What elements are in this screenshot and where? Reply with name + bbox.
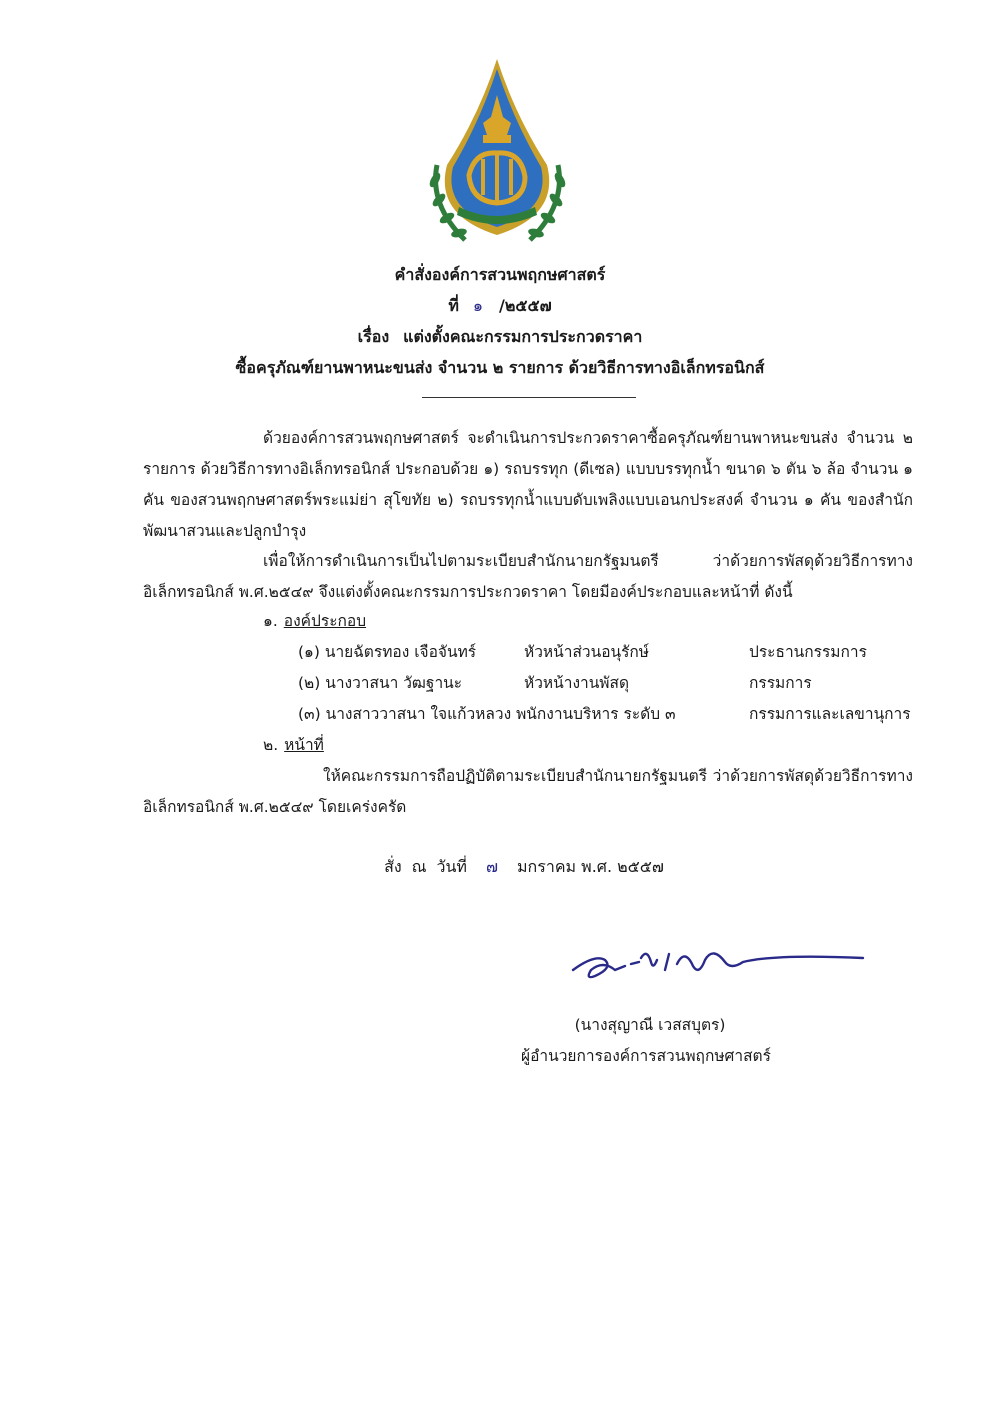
- section-duty: [263, 732, 324, 757]
- duty-text: ให้คณะกรรมการถือปฏิบัติตามระเบียบสำนักนายกรัฐมนตรี ว่าด้วยการพัสดุด้วยวิธีการทางอิเล็กทรอนิกส์ พ.ศ.๒๕๔๙ โดยเคร่งครัด: [143, 767, 913, 816]
- subject-line: [0, 325, 1000, 350]
- header-divider: [422, 397, 636, 398]
- member-2-role: กรรมการ: [749, 674, 812, 692]
- date-day: ๗: [485, 857, 498, 876]
- date-month-year: มกราคม พ.ศ. ๒๕๕๗: [517, 857, 664, 876]
- order-date: [0, 855, 1000, 880]
- section-1-title: องค์ประกอบ: [283, 612, 367, 630]
- date-day-label: วันที่: [436, 857, 467, 876]
- handwritten-signature-icon: [565, 940, 865, 990]
- paragraph-2: [143, 546, 913, 608]
- number-year: /๒๕๕๗: [499, 296, 552, 315]
- paragraph-1: [143, 423, 913, 547]
- paragraph-1-text: ด้วยองค์การสวนพฤกษศาสตร์ จะดำเนินการประกวดราคาซื้อครุภัณฑ์ยานพาหนะขนส่ง จำนวน ๒ รายการ ด้วยวิธีการทางอิเล็กทรอนิกส์ ประกอบด้วย ๑) รถบรรทุก (ดีเซล) แบบบรรทุกน้ำ ขนาด ๖ ตัน ๖ ล้อ จำนวน ๑ คัน ของสวนพฤกษศาสตร์พระแม่ย่า สุโขทัย ๒) รถบรรทุกน้ำแบบดับเพลิงแบบเอนกประสงค์ จำนวน ๑ คัน ของสำนักพัฒนาสวนและปลูกบำรุง: [143, 429, 913, 540]
- section-2-title: หน้าที่: [284, 736, 324, 754]
- date-prefix: สั่ง: [384, 857, 402, 876]
- section-composition: [263, 608, 366, 633]
- member-1-name: (๑) นายฉัตรทอง เจือจันทร์: [298, 643, 477, 661]
- member-1-role: ประธานกรรมการ: [749, 643, 867, 661]
- order-number: [0, 294, 1000, 319]
- number-label: ที่: [448, 296, 459, 315]
- order-title: คำสั่งองค์การสวนพฤกษศาสตร์: [394, 265, 606, 284]
- section-1-number: ๑.: [263, 612, 278, 630]
- member-2-name: (๒) นางวาสนา วัฒฐานะ: [298, 674, 463, 692]
- botanical-garden-emblem-icon: [425, 55, 570, 255]
- section-2-number: ๒.: [263, 736, 279, 754]
- date-at: ณ: [411, 857, 427, 876]
- member-2-position: หัวหน้างานพัสดุ: [524, 674, 630, 692]
- signature: [565, 940, 865, 990]
- member-3-role: กรรมการและเลขานุการ: [749, 705, 911, 723]
- number-value: ๑: [472, 296, 484, 315]
- signer-title: ผู้อำนวยการองค์การสวนพฤกษศาสตร์: [521, 1047, 771, 1065]
- signer-name: (นางสุญาณี เวสสบุตร): [574, 1016, 726, 1034]
- subject-text: แต่งตั้งคณะกรรมการประกวดราคา: [403, 327, 643, 346]
- member-3-name: (๓) นางสาววาสนา ใจแก้วหลวง พนักงานบริหาร ระดับ ๓: [298, 705, 676, 723]
- subject-line-2: ซื้อครุภัณฑ์ยานพาหนะขนส่ง จำนวน ๒ รายการ ด้วยวิธีการทางอิเล็กทรอนิกส์: [235, 358, 765, 377]
- member-1-position: หัวหน้าส่วนอนุรักษ์: [524, 643, 650, 661]
- paragraph-2-text: เพื่อให้การดำเนินการเป็นไปตามระเบียบสำนักนายกรัฐมนตรี ว่าด้วยการพัสดุด้วยวิธีการทางอิเล็กทรอนิกส์ พ.ศ.๒๕๔๙ จึงแต่งตั้งคณะกรรมการประกวดราคา โดยมีองค์ประกอบและหน้าที่ ดังนี้: [143, 552, 913, 601]
- duty-paragraph: [143, 761, 913, 823]
- subject-label: เรื่อง: [357, 327, 390, 346]
- organization-logo: [425, 55, 570, 255]
